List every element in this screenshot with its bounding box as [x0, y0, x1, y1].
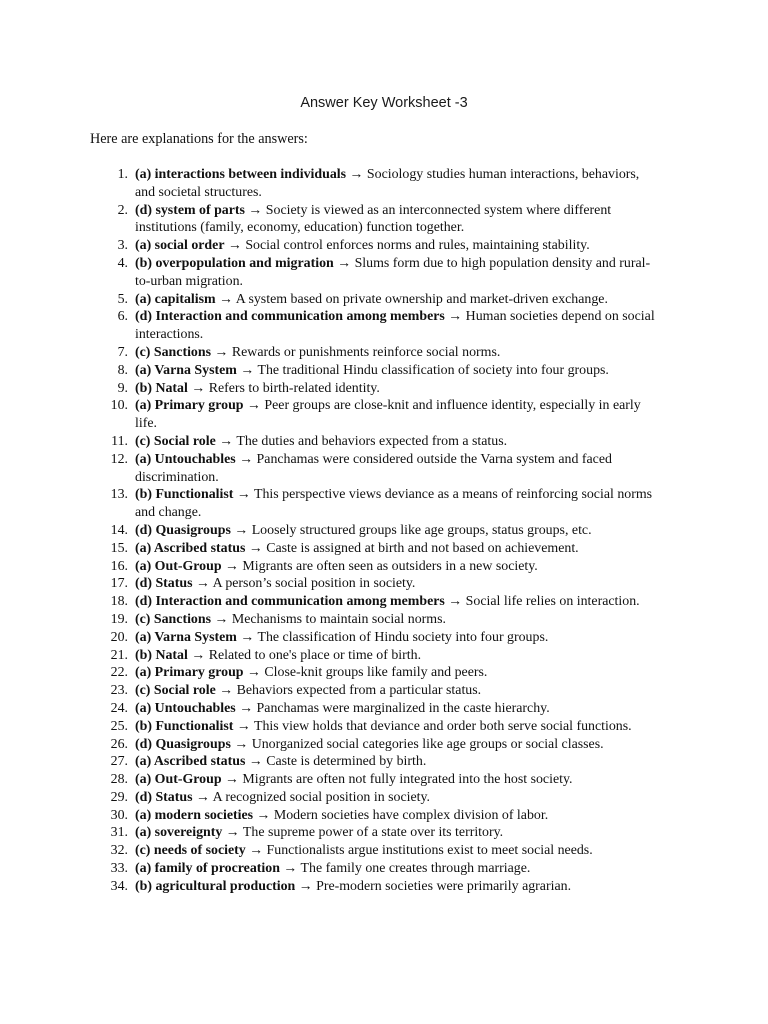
item-number: 32.: [110, 843, 128, 859]
answer-label: (d) Status: [135, 576, 193, 592]
item-number: 33.: [110, 861, 128, 877]
item-number: 16.: [110, 558, 128, 574]
item-number: 29.: [110, 789, 128, 805]
list-item: [0, 682, 655, 700]
answer-label: (c) Sanctions: [135, 611, 212, 627]
item-number: 23.: [110, 683, 128, 699]
item-number: 1.: [117, 167, 128, 182]
answer-explanation: → Caste is determined by birth.: [245, 754, 427, 770]
answer-label: (b) Functionalist: [135, 718, 234, 734]
list-item: [0, 575, 655, 593]
answer-label: (c) Social role: [135, 433, 216, 449]
list-item: [0, 380, 655, 398]
intro-text: Here are explanations for the answers:: [90, 131, 308, 147]
item-number: 17.: [110, 576, 128, 592]
list-item: [0, 237, 655, 255]
answer-label: (d) Status: [135, 789, 193, 805]
list-item: [0, 308, 655, 344]
list-item: [0, 664, 655, 682]
answer-label: (a) Untouchables: [135, 451, 236, 467]
answer-label: (d) Quasigroups: [135, 736, 231, 752]
answer-label: (a) social order: [135, 238, 225, 254]
item-number: 28.: [110, 772, 128, 788]
item-number: 7.: [117, 344, 128, 360]
list-item: [0, 878, 655, 896]
answer-label: (a) Untouchables: [135, 700, 236, 716]
item-number: 24.: [110, 700, 128, 716]
answer-explanation: → Unorganized social categories like age groups or social classes.: [230, 736, 604, 752]
item-number: 31.: [110, 825, 128, 841]
answer-explanation: → The traditional Hindu classification of society into four groups.: [236, 362, 609, 378]
answer-label: (c) Sanctions: [135, 344, 212, 360]
answer-explanation: → Sociology studies human interactions, behaviors, and societal structures.: [135, 167, 640, 200]
list-item: [0, 807, 655, 825]
answer-explanation: → Modern societies have complex division of labor.: [253, 807, 549, 823]
answer-explanation: → The supreme power of a state over its territory.: [222, 825, 504, 841]
answer-label: (a) Primary group: [135, 398, 244, 414]
answer-explanation: → Migrants are often not fully integrated into the host society.: [221, 772, 573, 788]
list-item: [0, 824, 655, 842]
answer-explanation: → Human societies depend on social interactions.: [135, 309, 655, 343]
answer-explanation: → Peer groups are close-knit and influence identity, especially in early life.: [135, 398, 641, 432]
answer-label: (d) system of parts: [135, 202, 245, 218]
answer-label: (a) family of procreation: [135, 861, 280, 877]
answer-label: (a) Ascribed status: [135, 754, 246, 770]
answer-explanation: → Caste is assigned at birth and not based on achievement.: [245, 540, 579, 556]
list-item: [0, 700, 655, 718]
answer-explanation: → Migrants are often seen as outsiders in a new society.: [221, 558, 538, 574]
answer-label: (c) Social role: [135, 683, 216, 699]
answer-explanation: → Related to one's place or time of birth.: [187, 647, 422, 663]
answer-explanation: → Pre-modern societies were primarily agrarian.: [295, 878, 572, 894]
item-number: 4.: [117, 255, 128, 271]
answer-explanation: → Panchamas were marginalized in the caste hierarchy.: [235, 700, 550, 716]
answer-label: (a) capitalism: [135, 291, 216, 307]
answer-explanation: → Loosely structured groups like age groups, status groups, etc.: [230, 522, 592, 538]
answer-label: (d) Quasigroups: [135, 522, 231, 538]
answer-label: (a) Ascribed status: [135, 540, 246, 556]
list-item: [0, 842, 655, 860]
item-number: 10.: [110, 398, 128, 414]
answer-explanation: → The duties and behaviors expected from a status.: [215, 433, 508, 449]
item-number: 21.: [110, 647, 128, 663]
answer-explanation: → The family one creates through marriage.: [279, 861, 531, 877]
answer-label: (a) Out-Group: [135, 772, 222, 788]
list-item: [0, 166, 655, 202]
list-item: [0, 291, 655, 309]
list-item: [0, 718, 655, 736]
list-item: [0, 593, 655, 611]
list-item: [0, 736, 655, 754]
item-number: 5.: [117, 291, 128, 307]
list-item: [0, 255, 655, 291]
list-item: [0, 362, 655, 380]
page-title: Answer Key Worksheet -3: [300, 95, 468, 111]
answer-label: (b) agricultural production: [135, 878, 296, 894]
answer-label: (b) Natal: [135, 380, 188, 396]
item-number: 18.: [110, 594, 128, 610]
answer-label: (b) Functionalist: [135, 487, 234, 503]
answer-explanation: → Behaviors expected from a particular status.: [215, 683, 482, 699]
answer-label: (a) interactions between individuals: [135, 167, 347, 182]
list-item: [0, 397, 655, 433]
list-item: [0, 540, 655, 558]
list-item: [0, 629, 655, 647]
list-item: [0, 522, 655, 540]
answer-label: (d) Interaction and communication among members: [135, 594, 445, 610]
answer-label: (c) needs of society: [135, 843, 246, 859]
answer-label: (d) Interaction and communication among members: [135, 309, 445, 325]
answer-explanation: → Society is viewed as an interconnected system where different institutions (family, economy, education) function together.: [135, 202, 612, 236]
list-item: [0, 789, 655, 807]
answer-explanation: → This perspective views deviance as a means of reinforcing social norms and change.: [135, 487, 653, 521]
answer-explanation: → A person’s social position in society.: [192, 576, 416, 592]
answer-label: (b) overpopulation and migration: [135, 255, 334, 271]
item-number: 3.: [117, 238, 128, 254]
answer-explanation: → Refers to birth-related identity.: [187, 380, 380, 396]
item-number: 30.: [110, 807, 128, 823]
list-item: [0, 611, 655, 629]
list-item: [0, 433, 655, 451]
answer-explanation: → Social life relies on interaction.: [444, 594, 640, 610]
list-item: [0, 771, 655, 789]
list-item: [0, 558, 655, 576]
item-number: 13.: [110, 487, 128, 503]
answer-explanation: → Close-knit groups like family and peers.: [243, 665, 488, 681]
item-number: 8.: [117, 362, 128, 378]
list-item: [0, 202, 655, 238]
answer-label: (a) modern societies: [135, 807, 254, 823]
list-item: [0, 647, 655, 665]
answer-label: (b) Natal: [135, 647, 188, 663]
answer-list: [0, 166, 768, 896]
item-number: 34.: [110, 878, 128, 894]
list-item: [0, 753, 655, 771]
item-number: 20.: [110, 629, 128, 645]
answer-label: (a) Varna System: [135, 362, 237, 378]
item-number: 27.: [110, 754, 128, 770]
answer-explanation: → Mechanisms to maintain social norms.: [211, 611, 446, 627]
answer-label: (a) Varna System: [135, 629, 237, 645]
answer-explanation: → Rewards or punishments reinforce social norms.: [211, 344, 501, 360]
item-number: 26.: [110, 736, 128, 752]
answer-explanation: → Slums form due to high population density and rural-to-urban migration.: [135, 255, 651, 289]
answer-explanation: → A system based on private ownership and market-driven exchange.: [215, 291, 608, 307]
item-number: 15.: [110, 540, 128, 556]
list-item: [0, 860, 655, 878]
item-number: 19.: [110, 611, 128, 627]
answer-explanation: → A recognized social position in society.: [192, 789, 431, 805]
answer-label: (a) Out-Group: [135, 558, 222, 574]
list-item: [0, 344, 655, 362]
answer-explanation: → This view holds that deviance and order both serve social functions.: [233, 718, 632, 734]
list-item: [0, 451, 655, 487]
item-number: 22.: [110, 665, 128, 681]
item-number: 9.: [117, 380, 128, 396]
answer-explanation: → The classification of Hindu society into four groups.: [236, 629, 549, 645]
answer-label: (a) Primary group: [135, 665, 244, 681]
answer-explanation: → Functionalists argue institutions exist to meet social needs.: [245, 843, 593, 859]
list-item: [0, 486, 655, 522]
item-number: 6.: [117, 309, 128, 325]
answer-explanation: → Panchamas were considered outside the Varna system and faced discrimination.: [135, 451, 612, 485]
item-number: 2.: [117, 202, 128, 218]
item-number: 11.: [111, 433, 128, 449]
item-number: 14.: [110, 522, 128, 538]
item-number: 25.: [110, 718, 128, 734]
answer-explanation: → Social control enforces norms and rules, maintaining stability.: [224, 238, 590, 254]
answer-label: (a) sovereignty: [135, 825, 223, 841]
item-number: 12.: [110, 451, 128, 467]
